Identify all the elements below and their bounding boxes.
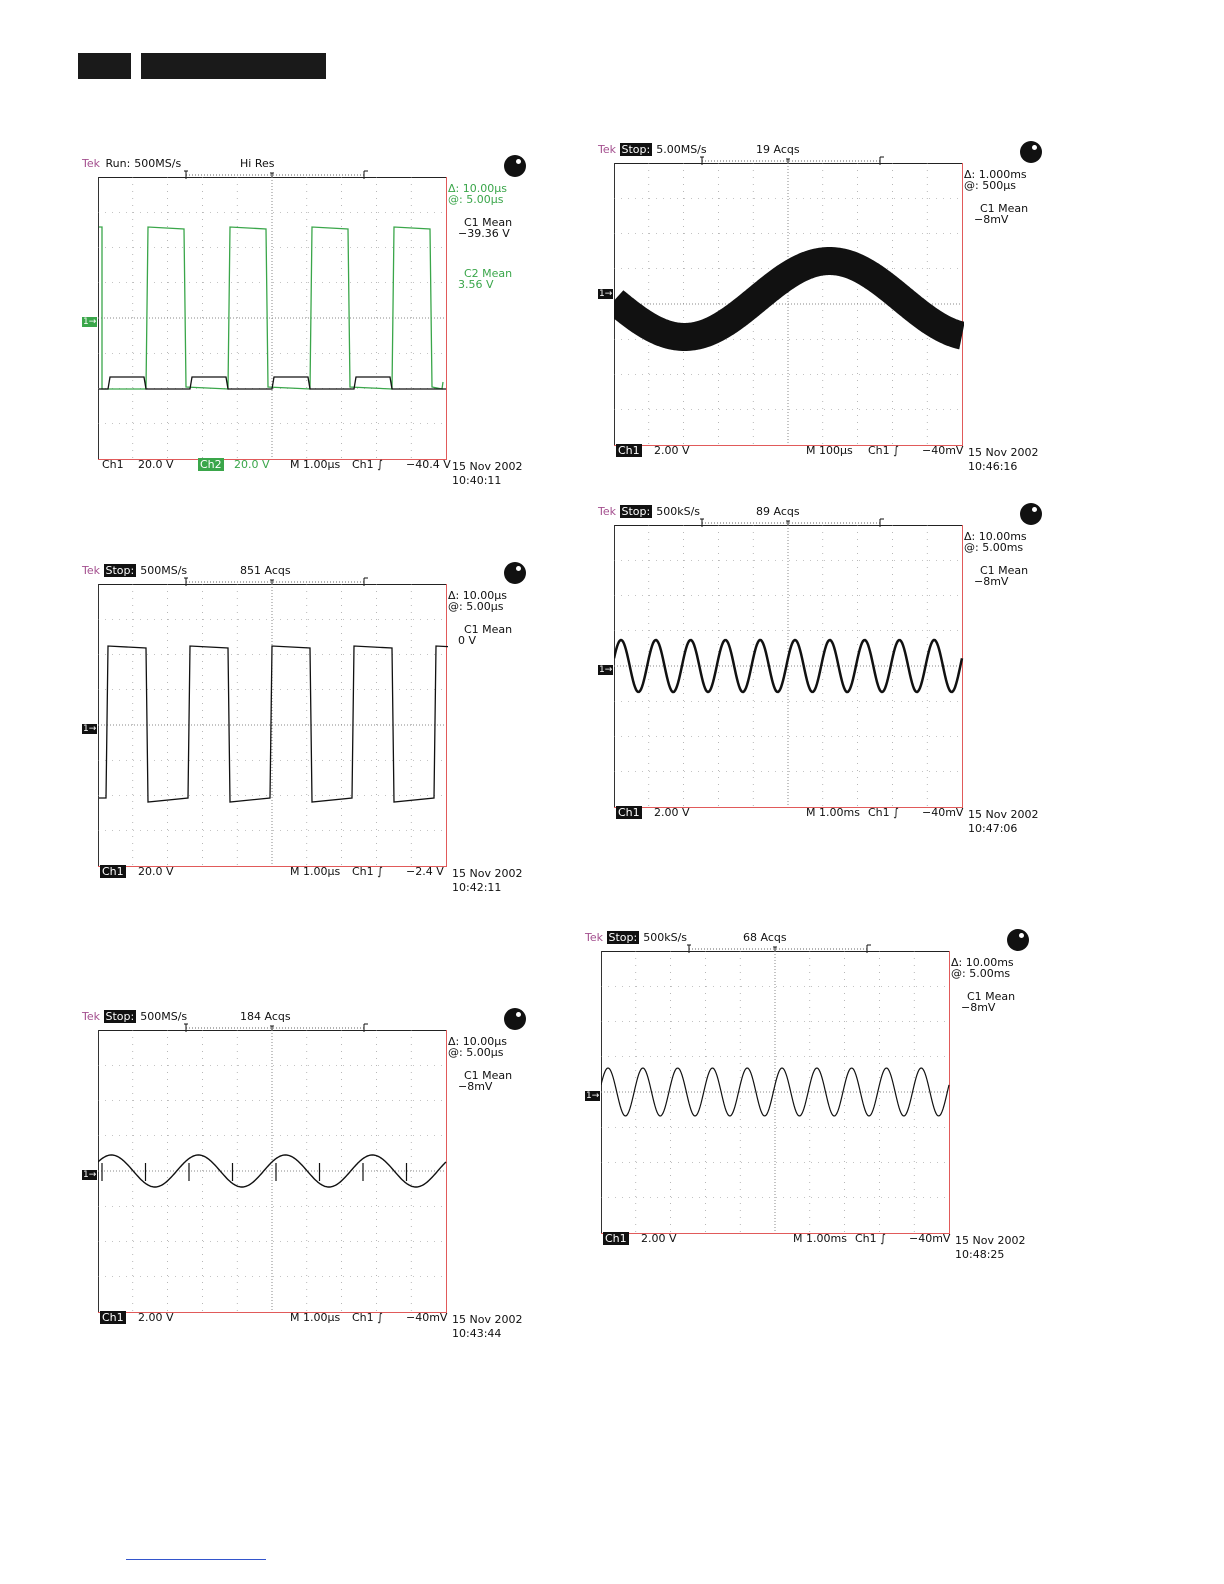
mean-value: −8mV <box>974 575 1009 588</box>
cursor-position: @: 5.00ms <box>964 541 1024 554</box>
scope-graticule <box>98 177 448 461</box>
cursor-delta: Δ: 10.00ms <box>951 956 1014 969</box>
scope-settings-line <box>100 458 450 472</box>
scope-status-line <box>598 143 800 156</box>
channel-1-scale: 2.00 V <box>654 806 690 819</box>
scope-graticule <box>614 525 964 809</box>
channel-mean-1 <box>964 565 1028 587</box>
power-indicator-icon <box>1007 929 1029 951</box>
brand-label: Tek <box>82 1010 100 1023</box>
channel-1-scale: 2.00 V <box>654 444 690 457</box>
acquisition-mode: Stop: <box>105 1010 135 1023</box>
channel-1-label: Ch1 <box>102 458 124 471</box>
trigger-source: Ch1 ∫ <box>868 444 899 457</box>
acquisition-count: 184 Acqs <box>240 1010 291 1023</box>
trigger-level: −2.4 V <box>406 865 444 878</box>
cursor-delta: Δ: 10.00μs <box>448 1035 507 1048</box>
channel-1-label: Ch1 <box>102 865 124 878</box>
mean-value: −8mV <box>458 1080 493 1093</box>
capture-time: 10:43:44 <box>452 1327 502 1340</box>
sample-rate: 500kS/s <box>643 931 688 944</box>
cursor-delta: Δ: 10.00μs <box>448 182 507 195</box>
channel-1-marker: 1→ <box>83 317 97 327</box>
capture-date: 15 Nov 2002 <box>955 1234 1026 1247</box>
header-block-left <box>78 53 131 79</box>
mean-label: C1 Mean <box>464 216 513 229</box>
channel-2-scale: 20.0 V <box>234 458 270 471</box>
brand-label: Tek <box>598 505 616 518</box>
channel-1-scale: 2.00 V <box>138 1311 174 1324</box>
scope-settings-line <box>616 806 966 820</box>
graticule <box>98 177 447 460</box>
mean-value: −39.36 V <box>458 227 510 240</box>
capture-date: 15 Nov 2002 <box>452 867 523 880</box>
cursor-position: @: 500μs <box>964 179 1016 192</box>
brand-label: Tek <box>82 564 100 577</box>
mean-label: C1 Mean <box>967 990 1016 1003</box>
sample-rate: 500MS/s <box>140 564 188 577</box>
channel-1-marker: 1→ <box>599 665 613 675</box>
mean-value: 3.56 V <box>458 278 494 291</box>
scope-graticule <box>614 163 964 447</box>
channel-1-marker: 1→ <box>586 1091 600 1101</box>
scope-settings-line <box>100 1311 450 1325</box>
scope-screen-1 <box>82 157 542 507</box>
mean-label: C1 Mean <box>464 1069 513 1082</box>
acquisition-count: 851 Acqs <box>240 564 291 577</box>
power-indicator-icon <box>1020 503 1042 525</box>
capture-timestamp <box>452 460 522 488</box>
timebase: M 1.00μs <box>290 458 341 471</box>
scope-status-line <box>585 931 787 944</box>
scope-status-line <box>82 157 275 170</box>
timebase: M 1.00ms <box>793 1232 847 1245</box>
acquisition-mode: Stop: <box>621 143 651 156</box>
measurement-readout <box>964 531 1028 587</box>
capture-date: 15 Nov 2002 <box>452 460 523 473</box>
scope-status-line <box>82 564 291 577</box>
mean-label: C1 Mean <box>980 202 1029 215</box>
channel-1-label: Ch1 <box>618 444 640 457</box>
scope-status-line <box>82 1010 291 1023</box>
trigger-source: Ch1 ∫ <box>352 1311 383 1324</box>
channel-mean-1 <box>448 217 512 239</box>
measurement-readout <box>448 590 512 646</box>
cursor-position: @: 5.00μs <box>448 600 504 613</box>
channel-mean-1 <box>448 1070 512 1092</box>
channel-1-scale: 2.00 V <box>641 1232 677 1245</box>
trigger-source: Ch1 ∫ <box>352 865 383 878</box>
channel-mean-1 <box>951 991 1015 1013</box>
channel-1-scale: 20.0 V <box>138 458 174 471</box>
timebase: M 1.00μs <box>290 865 341 878</box>
mean-value: −8mV <box>974 213 1009 226</box>
graticule <box>614 525 963 808</box>
cursor-delta: Δ: 10.00ms <box>964 530 1027 543</box>
trigger-level: −40mV <box>406 1311 448 1324</box>
acquisition-mode: Stop: <box>621 505 651 518</box>
channel-1-marker: 1→ <box>83 724 97 734</box>
acquisition-mode: Stop: <box>105 564 135 577</box>
graticule <box>601 951 950 1234</box>
cursor-delta: Δ: 1.000ms <box>964 168 1027 181</box>
channel-1-label: Ch1 <box>102 1311 124 1324</box>
cursor-position: @: 5.00ms <box>951 967 1011 980</box>
capture-time: 10:47:06 <box>968 822 1018 835</box>
acquisition-count: 89 Acqs <box>756 505 800 518</box>
channel-mean-2 <box>448 268 512 290</box>
scope-graticule <box>98 1030 448 1314</box>
trigger-source: Ch1 ∫ <box>855 1232 886 1245</box>
scope-settings-line <box>616 444 966 458</box>
capture-timestamp <box>968 808 1038 836</box>
scope-screen-5 <box>585 931 1045 1281</box>
mean-label: C1 Mean <box>980 564 1029 577</box>
sample-rate: 500kS/s <box>656 505 701 518</box>
acquisition-mode: Stop: <box>608 931 638 944</box>
trigger-level: −40.4 V <box>406 458 451 471</box>
acquisition-count: 19 Acqs <box>756 143 800 156</box>
scope-screen-3 <box>82 564 542 914</box>
scope-settings-line <box>603 1232 953 1246</box>
footer-rule <box>126 1559 266 1560</box>
waveform-trace <box>99 227 446 389</box>
power-indicator-icon <box>1020 141 1042 163</box>
capture-date: 15 Nov 2002 <box>968 808 1039 821</box>
timebase: M 1.00ms <box>806 806 860 819</box>
timebase: M 100μs <box>806 444 853 457</box>
cursor-delta: Δ: 10.00μs <box>448 589 507 602</box>
capture-time: 10:40:11 <box>452 474 502 487</box>
scope-graticule <box>601 951 951 1235</box>
mean-label: C2 Mean <box>464 267 513 280</box>
power-indicator-icon <box>504 1008 526 1030</box>
power-indicator-icon <box>504 562 526 584</box>
acquisition-count: 68 Acqs <box>743 931 787 944</box>
power-indicator-icon <box>504 155 526 177</box>
channel-mean-1 <box>448 624 512 646</box>
capture-timestamp <box>968 446 1038 474</box>
capture-time: 10:46:16 <box>968 460 1018 473</box>
trigger-level: −40mV <box>909 1232 951 1245</box>
channel-2-label: Ch2 <box>200 458 222 471</box>
scope-graticule <box>98 584 448 868</box>
mean-value: 0 V <box>458 634 477 647</box>
capture-timestamp <box>955 1234 1025 1262</box>
scope-screen-4 <box>598 505 1058 855</box>
mean-label: C1 Mean <box>464 623 513 636</box>
channel-1-marker: 1→ <box>599 289 613 299</box>
channel-mean-1 <box>964 203 1028 225</box>
capture-date: 15 Nov 2002 <box>968 446 1039 459</box>
measurement-readout <box>448 1036 512 1092</box>
sample-rate: 500MS/s <box>134 157 182 170</box>
sample-rate: 5.00MS/s <box>656 143 707 156</box>
graticule <box>98 584 447 867</box>
waveform-trace <box>99 646 448 802</box>
scope-screen-6 <box>82 1010 542 1360</box>
cursor-position: @: 5.00μs <box>448 1046 504 1059</box>
header-block-right <box>141 53 326 79</box>
measurement-readout <box>964 169 1028 225</box>
channel-1-scale: 20.0 V <box>138 865 174 878</box>
capture-date: 15 Nov 2002 <box>452 1313 523 1326</box>
brand-label: Tek <box>82 157 100 170</box>
channel-1-label: Ch1 <box>605 1232 627 1245</box>
timebase: M 1.00μs <box>290 1311 341 1324</box>
measurement-readout <box>951 957 1015 1013</box>
capture-timestamp <box>452 867 522 895</box>
ch2-trace <box>99 227 443 389</box>
acquisition-mode: Run: <box>102 157 131 170</box>
trigger-source: Ch1 ∫ <box>868 806 899 819</box>
trigger-source: Ch1 ∫ <box>352 458 383 471</box>
mean-value: −8mV <box>961 1001 996 1014</box>
trigger-level: −40mV <box>922 806 964 819</box>
channel-1-label: Ch1 <box>618 806 640 819</box>
trigger-level: −40mV <box>922 444 964 457</box>
scope-status-line <box>598 505 800 518</box>
capture-time: 10:48:25 <box>955 1248 1005 1261</box>
scope-screen-2 <box>598 143 1058 493</box>
brand-label: Tek <box>598 143 616 156</box>
capture-time: 10:42:11 <box>452 881 502 894</box>
scope-settings-line <box>100 865 450 879</box>
sample-rate: 500MS/s <box>140 1010 188 1023</box>
cursor-position: @: 5.00μs <box>448 193 504 206</box>
capture-timestamp <box>452 1313 522 1341</box>
acquisition-count: Hi Res <box>240 157 275 170</box>
measurement-readout <box>448 183 512 290</box>
brand-label: Tek <box>585 931 603 944</box>
channel-1-marker: 1→ <box>83 1170 97 1180</box>
